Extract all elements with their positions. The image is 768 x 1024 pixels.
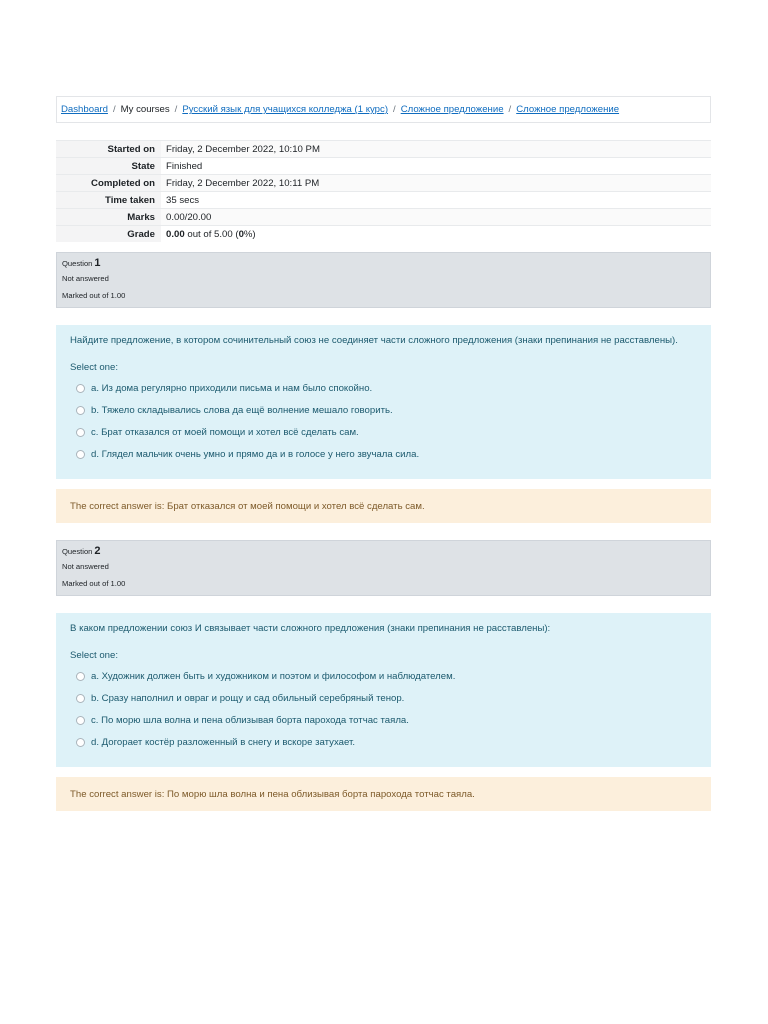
summary-row-time: [56, 192, 711, 209]
question-text: Найдите предложение, в котором сочинительный союз не соединяет части сложного предложения (знаки препинания не расставлены).: [70, 335, 678, 346]
question-info: [56, 540, 711, 596]
question-grade: Marked out of 1.00: [62, 291, 126, 300]
summary-label: Marks: [56, 209, 161, 226]
breadcrumb-quiz-link[interactable]: Сложное предложение: [516, 104, 620, 115]
question-grade: Marked out of 1.00: [62, 579, 126, 588]
question-number-value: 1: [94, 257, 101, 269]
radio-button[interactable]: [76, 450, 85, 459]
question-number-value: 2: [94, 545, 101, 557]
answer-option-label: d. Глядел мальчик очень умно и прямо да и в голосе у него звучала сила.: [91, 448, 420, 460]
select-one-label: Select one:: [70, 362, 119, 373]
summary-value: 35 secs: [161, 192, 711, 209]
summary-label: Grade: [56, 226, 161, 243]
question-content: [56, 325, 711, 479]
breadcrumb-my-courses: My courses: [120, 104, 170, 115]
grade-percent: 0: [238, 228, 244, 240]
question-number: [62, 545, 705, 557]
answer-option[interactable]: [70, 687, 697, 709]
answer-option-label: c. Брат отказался от моей помощи и хотел всё сделать сам.: [91, 426, 359, 438]
question-label: Question: [62, 547, 93, 556]
summary-value: [161, 226, 711, 243]
breadcrumb-section-link[interactable]: Сложное предложение: [400, 104, 504, 115]
answer-option[interactable]: [70, 377, 697, 399]
answer-option[interactable]: [70, 421, 697, 443]
radio-button[interactable]: [76, 672, 85, 681]
breadcrumb-course-link[interactable]: Русский язык для учащихся колледжа (1 курс): [182, 104, 389, 115]
question-state: Not answered: [62, 562, 109, 571]
summary-label: Time taken: [56, 192, 161, 209]
grade-score: 0.00: [166, 228, 185, 240]
summary-row-marks: [56, 209, 711, 226]
breadcrumb-dashboard-link[interactable]: Dashboard: [61, 104, 108, 115]
answer-option-label: b. Сразу наполнил и овраг и рощу и сад обильный серебряный тенор.: [91, 692, 405, 704]
breadcrumb-separator: /: [508, 104, 512, 115]
breadcrumb-separator: /: [393, 104, 396, 115]
correct-answer-feedback: The correct answer is: Брат отказался от моей помощи и хотел всё сделать сам.: [56, 489, 711, 523]
breadcrumb-separator: /: [112, 104, 116, 115]
radio-button[interactable]: [76, 384, 85, 393]
grade-percent-suffix: %): [243, 228, 256, 240]
answer-option-label: c. По морю шла волна и пена облизывая борта парохода тотчас таяла.: [91, 714, 409, 726]
answer-option-label: a. Художник должен быть и художником и поэтом и философом и наблюдателем.: [91, 670, 456, 682]
answer-option[interactable]: [70, 443, 697, 465]
radio-button[interactable]: [76, 428, 85, 437]
attempt-summary-table: [56, 140, 711, 242]
question-state: Not answered: [62, 274, 109, 283]
question-content: [56, 613, 711, 767]
question-label: Question: [62, 259, 93, 268]
summary-value: Finished: [161, 158, 711, 175]
question-text: В каком предложении союз И связывает части сложного предложения (знаки препинания не расставлены):: [70, 623, 551, 634]
answer-option[interactable]: [70, 731, 697, 753]
summary-label: Started on: [56, 141, 161, 158]
summary-label: State: [56, 158, 161, 175]
correct-answer-feedback: The correct answer is: По морю шла волна и пена облизывая борта парохода тотчас таяла.: [56, 777, 711, 811]
answer-option[interactable]: [70, 665, 697, 687]
summary-row-grade: [56, 226, 711, 243]
radio-button[interactable]: [76, 694, 85, 703]
question-number: [62, 257, 705, 269]
summary-row-state: [56, 158, 711, 175]
answer-option[interactable]: [70, 399, 697, 421]
grade-out-of: out of 5.00 (: [184, 228, 239, 240]
question-info: [56, 252, 711, 308]
summary-label: Completed on: [56, 175, 161, 192]
page-content: [56, 96, 711, 811]
breadcrumb-separator: /: [174, 104, 178, 115]
radio-button[interactable]: [76, 716, 85, 725]
breadcrumb: [56, 96, 711, 123]
answer-option-label: b. Тяжело складывались слова да ещё волнение мешало говорить.: [91, 404, 393, 416]
summary-row-started: [56, 141, 711, 158]
select-one-label: Select one:: [70, 650, 119, 661]
radio-button[interactable]: [76, 406, 85, 415]
summary-value: 0.00/20.00: [161, 209, 711, 226]
summary-row-completed: [56, 175, 711, 192]
answer-option[interactable]: [70, 709, 697, 731]
summary-value: Friday, 2 December 2022, 10:11 PM: [161, 175, 711, 192]
answer-option-label: d. Догорает костёр разложенный в снегу и вскоре затухает.: [91, 736, 356, 748]
summary-value: Friday, 2 December 2022, 10:10 PM: [161, 141, 711, 158]
answer-option-label: a. Из дома регулярно приходили письма и нам было спокойно.: [91, 382, 373, 394]
radio-button[interactable]: [76, 738, 85, 747]
